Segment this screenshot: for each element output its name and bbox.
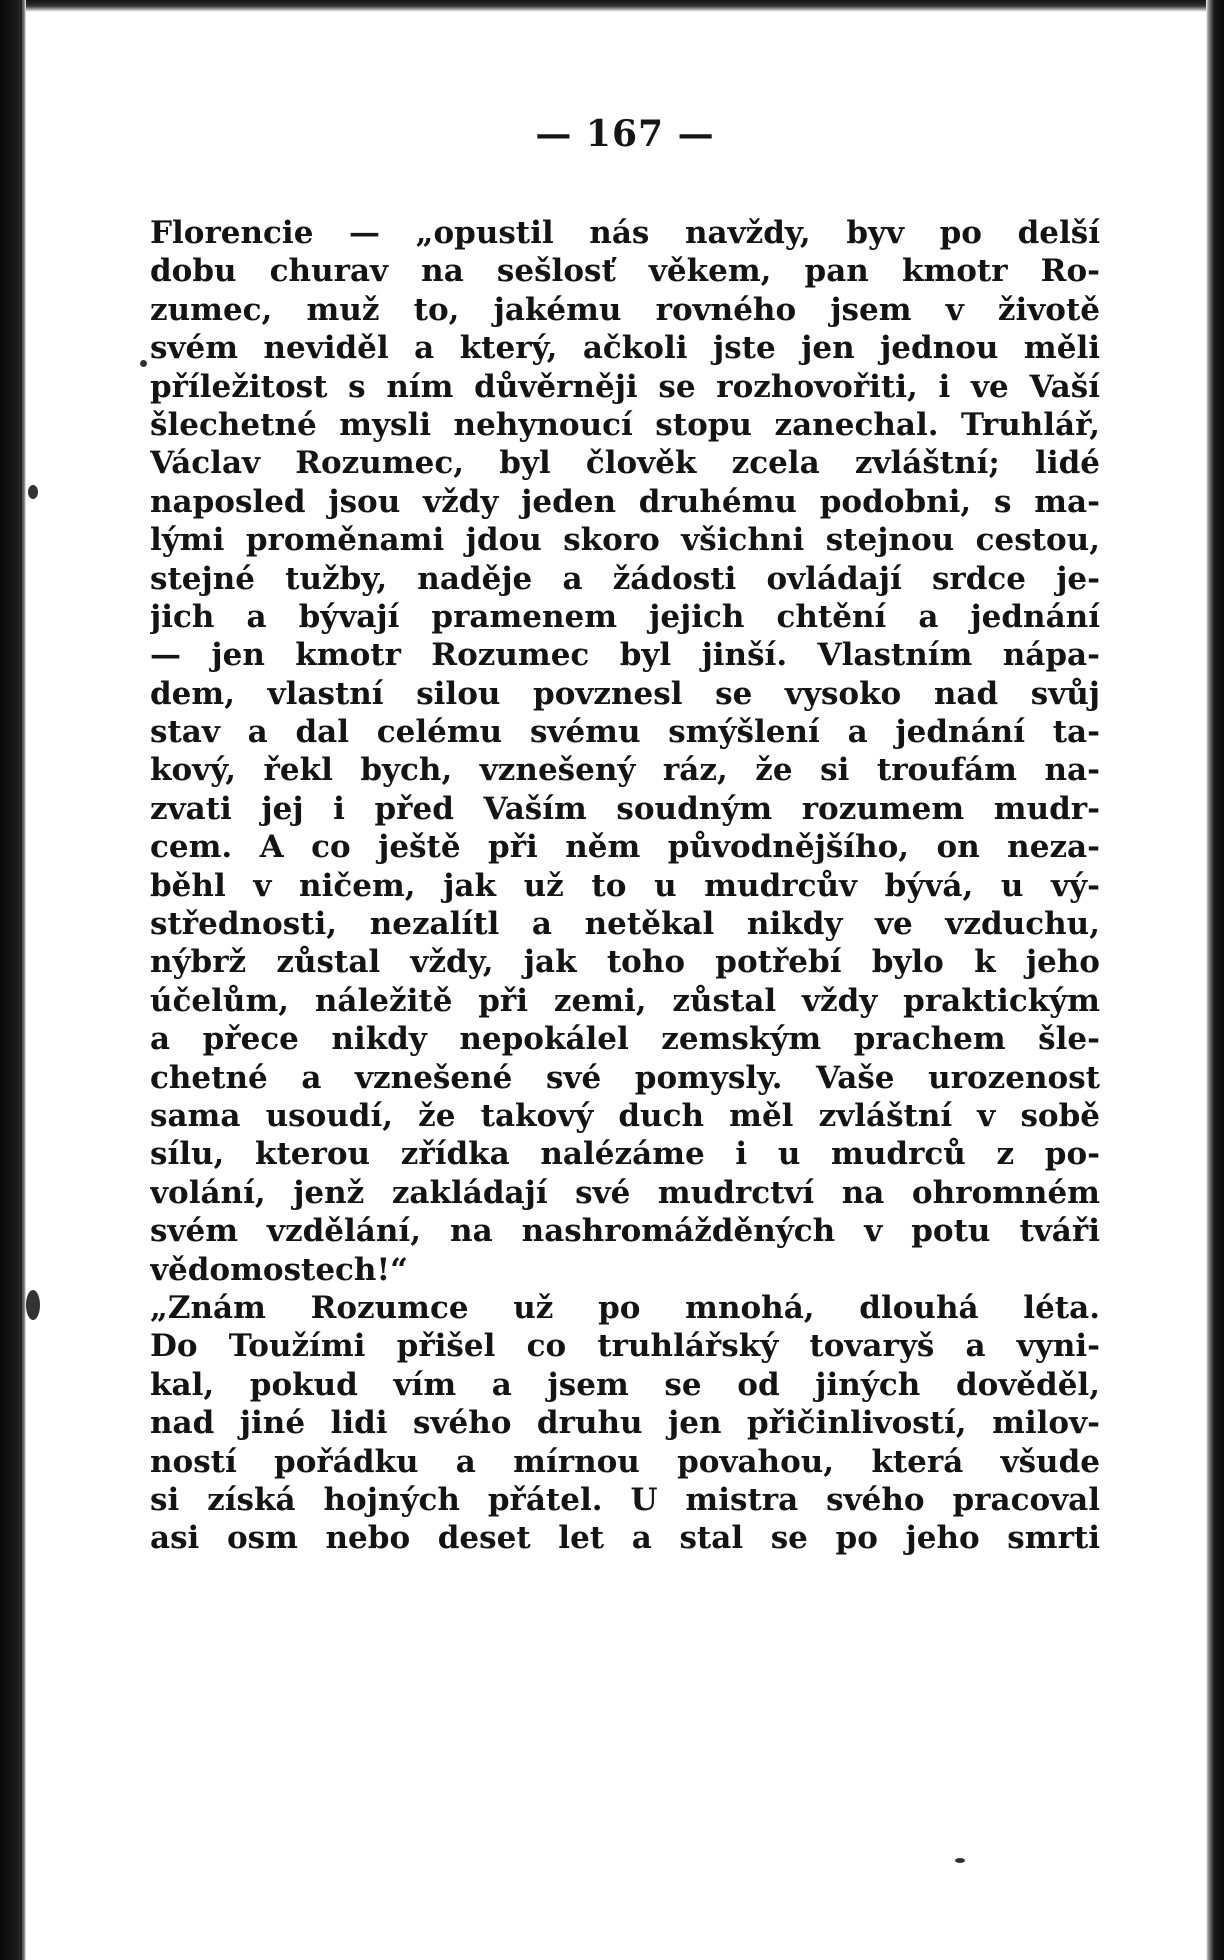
ink-speck <box>140 360 147 367</box>
text-line: šlechetné mysli nehynoucí stopu zanechal. Truhlář, <box>150 406 1100 443</box>
text-line: asi osm nebo deset let a stal se po jeho smrti <box>150 1520 1100 1557</box>
binding-line <box>18 0 22 1960</box>
ink-speck <box>28 485 38 499</box>
text-line: si získá hojných přátel. U mistra svého pracoval <box>150 1481 1100 1518</box>
scan-right-edge <box>1206 0 1224 1960</box>
text-line: dobu churav na sešlosť věkem, pan kmotr Ro- <box>150 253 1100 290</box>
text-line: Florencie — „opustil nás navždy, byv po delší <box>150 215 1100 251</box>
text-line: sama usoudí, že takový duch měl zvláštní v sobě <box>150 1097 1100 1134</box>
text-line: běhl v ničem, jak už to u mudrcův bývá, u vý- <box>150 867 1100 904</box>
text-line: naposled jsou vždy jeden druhému podobni, s ma- <box>150 483 1100 520</box>
text-line: — jen kmotr Rozumec byl jinší. Vlastním nápa- <box>150 637 1100 674</box>
text-line: dem, vlastní silou povznesl se vysoko nad svůj <box>150 675 1100 712</box>
text-line: kový, řekl bych, vznešený ráz, že si troufám na- <box>150 752 1100 789</box>
text-line: svém vzdělání, na nashromážděných v potu tváři <box>150 1213 1100 1250</box>
text-line: účelům, náležitě při zemi, zůstal vždy praktickým <box>150 982 1100 1019</box>
body-text <box>150 214 1100 1558</box>
ink-speck <box>955 1858 965 1863</box>
text-line: nad jiné lidi svého druhu jen přičinlivostí, milov- <box>150 1405 1100 1442</box>
text-line: a přece nikdy nepokálel zemským prachem šle- <box>150 1021 1100 1058</box>
text-line: nýbrž zůstal vždy, jak toho potřebí bylo k jeho <box>150 944 1100 981</box>
text-line: kal, pokud vím a jsem se od jiných dověděl, <box>150 1366 1100 1403</box>
page-number: — 167 — <box>535 113 715 155</box>
text-line: jich a bývají pramenem jejich chtění a jednání <box>150 598 1100 635</box>
scan-left-edge <box>0 0 26 1960</box>
text-line: střednosti, nezalítl a netěkal nikdy ve vzduchu, <box>150 906 1100 943</box>
text-line: stav a dal celému svému smýšlení a jednání ta- <box>150 714 1100 751</box>
text-line: volání, jenž zakládají své mudrctví na ohromném <box>150 1174 1100 1211</box>
ink-speck <box>26 1290 40 1320</box>
text-line: zumec, muž to, jakému rovného jsem v životě <box>150 291 1100 328</box>
text-line: stejné tužby, naděje a žádosti ovládají srdce je- <box>150 560 1100 597</box>
text-line: Václav Rozumec, byl člověk zcela zvláštní; lidé <box>150 445 1100 482</box>
text-line: ností pořádku a mírnou povahou, která všude <box>150 1443 1100 1480</box>
text-line: lými proměnami jdou skoro všichni stejnou cestou, <box>150 522 1100 559</box>
text-line: svém neviděl a který, ačkoli jste jen jednou měli <box>150 330 1100 367</box>
text-line: „Znám Rozumce už po mnohá, dlouhá léta. <box>150 1289 1100 1326</box>
text-line: zvati jej i před Vaším soudným rozumem mudr- <box>150 790 1100 827</box>
text-line: chetné a vznešené své pomysly. Vaše urozenost <box>150 1059 1100 1096</box>
text-line: cem. A co ještě při něm původnějšího, on neza- <box>150 829 1100 866</box>
scan-top-edge <box>0 0 1224 12</box>
text-line: Do Toužími přišel co truhlářský tovaryš a vyni- <box>150 1328 1100 1365</box>
text-line: vědomostech!“ <box>150 1251 408 1288</box>
text-line: sílu, kterou zřídka nalézáme i u mudrců z po- <box>150 1136 1100 1173</box>
text-line: příležitost s ním důvěrněji se rozhovořiti, i ve Vaší <box>150 368 1100 405</box>
